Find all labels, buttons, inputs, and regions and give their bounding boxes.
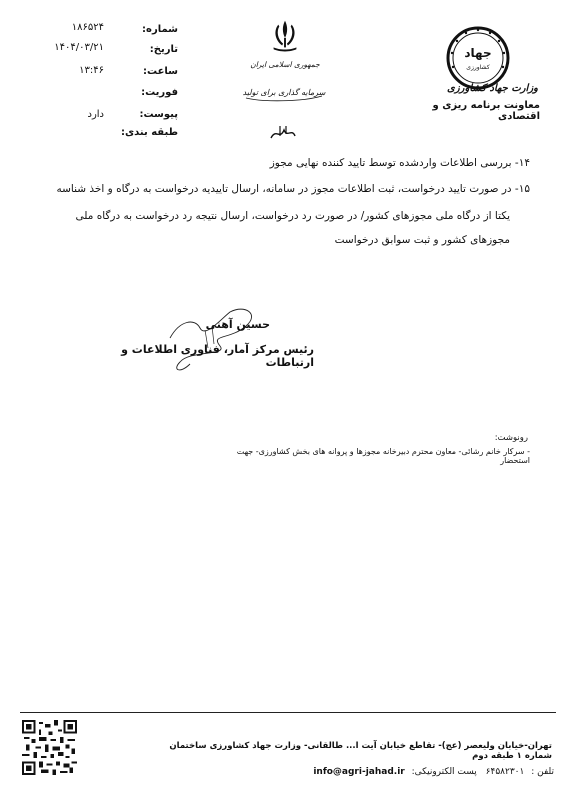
date-label: تاریخ: (149, 44, 178, 55)
item-15-line-2: یکتا از درگاه ملی مجوزهای کشور/ در صورت رد درخواست، ارسال نتیجه رد درخواست به درگاه ملی (75, 210, 510, 222)
number-label: شماره: (142, 24, 178, 35)
year-slogan-calligraphy (242, 80, 326, 104)
item-14: ۱۴- بررسی اطلاعات واردشده توسط تایید کننده نهایی مجوز (269, 157, 530, 169)
email-link[interactable]: info@agri-jahad.ir (313, 767, 405, 777)
number-value: ۱۸۶۵۲۴ (71, 22, 104, 33)
attachment-label: پیوست: (139, 109, 178, 120)
date-value: ۱۴۰۴/۰۳/۲۱ (54, 42, 104, 53)
footer-address: تهران-خیابان ولیعصر (عج)- تقاطع خیابان آیت ا... طالقانی- وزارت جهاد کشاورزی ساختمان شماره ۱ طبقه دوم (169, 741, 552, 761)
jahad-keshavarzi-logo (445, 25, 511, 91)
qr-code-icon (22, 720, 77, 775)
logo-word: جهاد (464, 46, 492, 60)
urgency-label: فوریت: (141, 87, 178, 98)
basmala-calligraphy (268, 124, 298, 142)
logo-subword: کشاورزی (466, 64, 490, 71)
phone-label: تلفن : (531, 767, 554, 777)
iri-caption: جمهوری اسلامی ایران (250, 60, 320, 69)
phone-value: ۶۴۵۸۲۳۰۱ (485, 767, 525, 777)
item-15-line-3: مجوزهای کشور و ثبت سوابق درخواست (334, 234, 510, 246)
time-label: ساعت: (142, 66, 178, 77)
year-slogan-text: سرمایه گذاری برای تولید (242, 88, 326, 97)
deputy-name: معاونت برنامه ریزی و اقتصادی (432, 100, 540, 122)
ministry-name: وزارت جهاد کشاورزی (447, 83, 538, 94)
signer-title: رئیس مرکز آمار، فناوری اطلاعات و ارتباطات (121, 343, 314, 369)
attachment-value: دارد (87, 109, 104, 120)
item-15-line-1: ۱۵- در صورت تایید درخواست، ثبت اطلاعات مجوز در سامانه، ارسال تاییدیه درخواست به درگاه و اخذ شناسه (56, 183, 530, 195)
footer-divider (20, 712, 556, 713)
email-label: پست الکترونیکی: (411, 767, 477, 777)
iran-emblem-icon (266, 17, 304, 55)
classification-label: طبقه بندی: (120, 127, 178, 138)
signer-name: حسین آهنی (205, 318, 270, 331)
cc-label: رونوشت: (494, 433, 528, 443)
footer-contact (220, 767, 554, 777)
time-value: ۱۳:۴۶ (79, 65, 104, 76)
cc-recipient: - سرکار خانم رشائی- معاون محترم دبیرخانه مجوزها و پروانه های بخش کشاورزی- جهت استحضار (236, 447, 530, 465)
